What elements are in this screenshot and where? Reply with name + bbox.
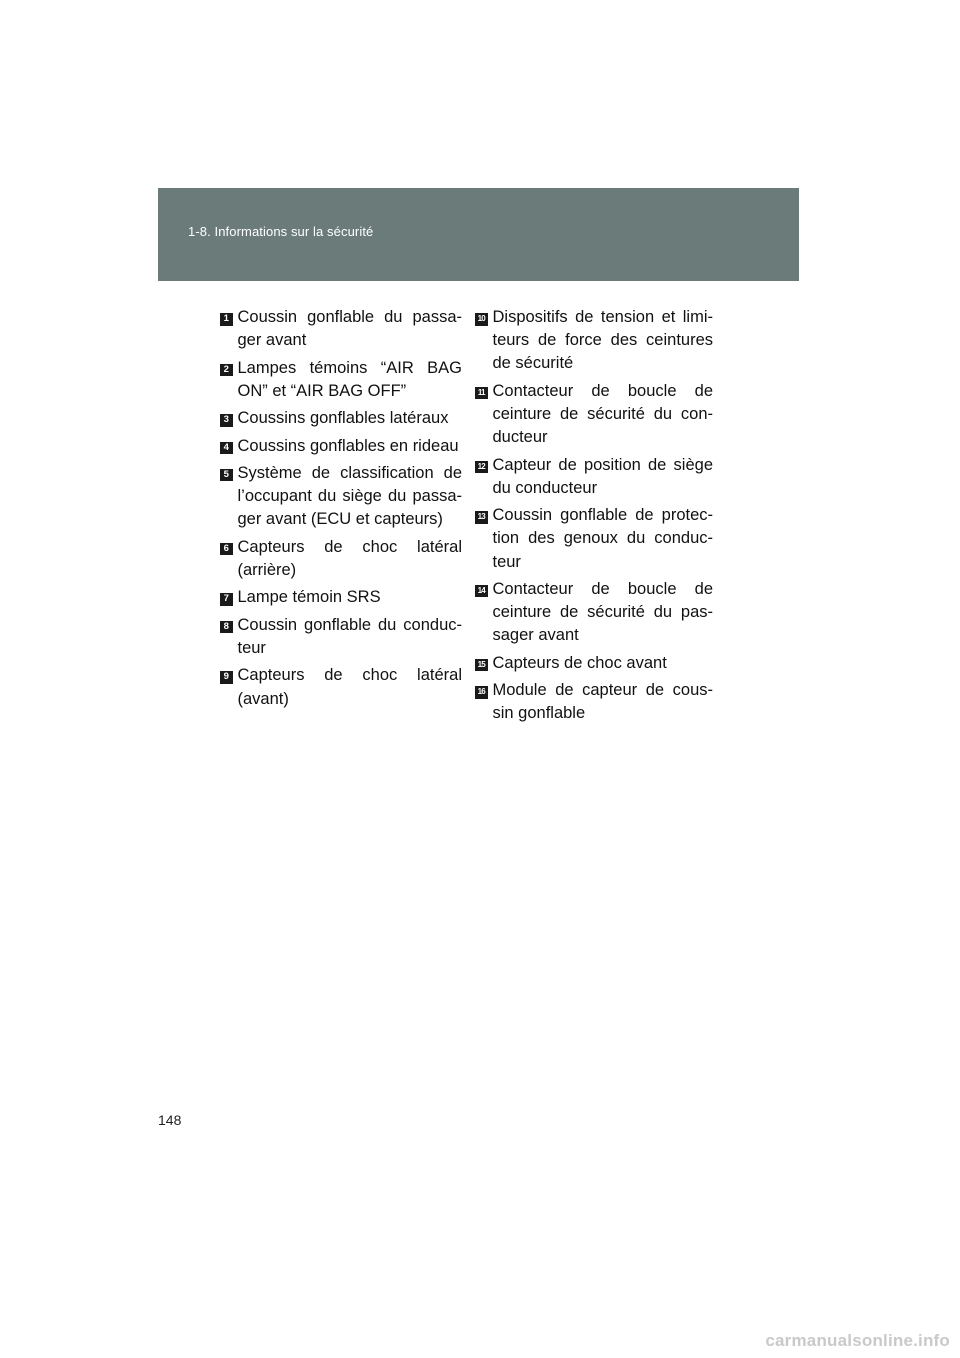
legend-item-9 — [220, 664, 462, 710]
legend-item-text: Coussins gonflables en rideau — [237, 436, 459, 455]
number-badge: 9 — [220, 671, 233, 684]
number-badge: 16 — [475, 686, 488, 699]
number-badge: 5 — [220, 469, 233, 482]
legend-item-text: Contacteur de boucle de ceinture de sécurité du con-ducteur — [492, 381, 713, 447]
number-badge: 14 — [475, 585, 488, 598]
number-badge: 12 — [475, 461, 488, 474]
legend-item-5 — [220, 462, 462, 532]
legend-item-14 — [475, 578, 713, 648]
legend-item-1 — [220, 306, 462, 352]
number-badge: 2 — [220, 364, 233, 377]
legend-item-3 — [220, 407, 462, 430]
legend-item-text: Capteurs de choc latéral (arrière) — [237, 537, 462, 579]
watermark-text: carmanualsonline.info — [765, 1331, 950, 1350]
number-badge: 7 — [220, 593, 233, 606]
section-header-band — [158, 188, 799, 281]
legend-item-10 — [475, 306, 713, 376]
legend-item-15 — [475, 652, 713, 675]
legend-item-8 — [220, 614, 462, 660]
legend-item-text: Dispositifs de tension et limi-teurs de force des ceintures de sécurité — [492, 308, 713, 373]
legend-item-text: Lampe témoin SRS — [237, 588, 381, 607]
legend-item-text: Capteur de position de siège du conducteur — [492, 455, 713, 497]
number-badge: 6 — [220, 543, 233, 556]
legend-item-text: Capteurs de choc avant — [492, 653, 667, 672]
number-badge: 8 — [220, 621, 233, 634]
legend-item-text: Contacteur de boucle de ceinture de sécurité du pas-sager avant — [492, 579, 713, 645]
legend-item-4 — [220, 435, 462, 458]
number-badge: 4 — [220, 442, 233, 455]
legend-item-11 — [475, 380, 713, 450]
legend-item-text: Lampes témoins “AIR BAG ON” et “AIR BAG OFF” — [237, 358, 462, 400]
number-badge: 15 — [475, 659, 488, 672]
legend-list-left — [220, 306, 462, 715]
legend-item-text: Coussin gonflable du conduc-teur — [237, 615, 462, 657]
legend-item-6 — [220, 536, 462, 582]
legend-item-16 — [475, 679, 713, 725]
number-badge: 1 — [220, 313, 233, 326]
number-badge: 11 — [475, 387, 488, 400]
legend-item-7 — [220, 586, 462, 609]
legend-item-2 — [220, 357, 462, 403]
legend-list-right — [475, 306, 713, 730]
legend-item-13 — [475, 504, 713, 574]
legend-item-text: Module de capteur de cous-sin gonflable — [492, 681, 713, 723]
legend-item-text: Coussins gonflables latéraux — [237, 409, 449, 428]
number-badge: 10 — [475, 313, 488, 326]
legend-item-text: Système de classification de l’occupant du siège du passa-ger avant (ECU et capteurs) — [237, 463, 462, 529]
legend-item-12 — [475, 454, 713, 500]
legend-item-text: Coussin gonflable de protec-tion des genoux du conduc-teur — [492, 506, 713, 571]
page-number: 148 — [158, 1112, 182, 1128]
number-badge: 3 — [220, 414, 233, 427]
legend-item-text: Coussin gonflable du passa-ger avant — [237, 308, 462, 350]
section-title: 1-8. Informations sur la sécurité — [188, 224, 374, 239]
legend-item-text: Capteurs de choc latéral (avant) — [237, 666, 462, 708]
number-badge: 13 — [475, 511, 488, 524]
